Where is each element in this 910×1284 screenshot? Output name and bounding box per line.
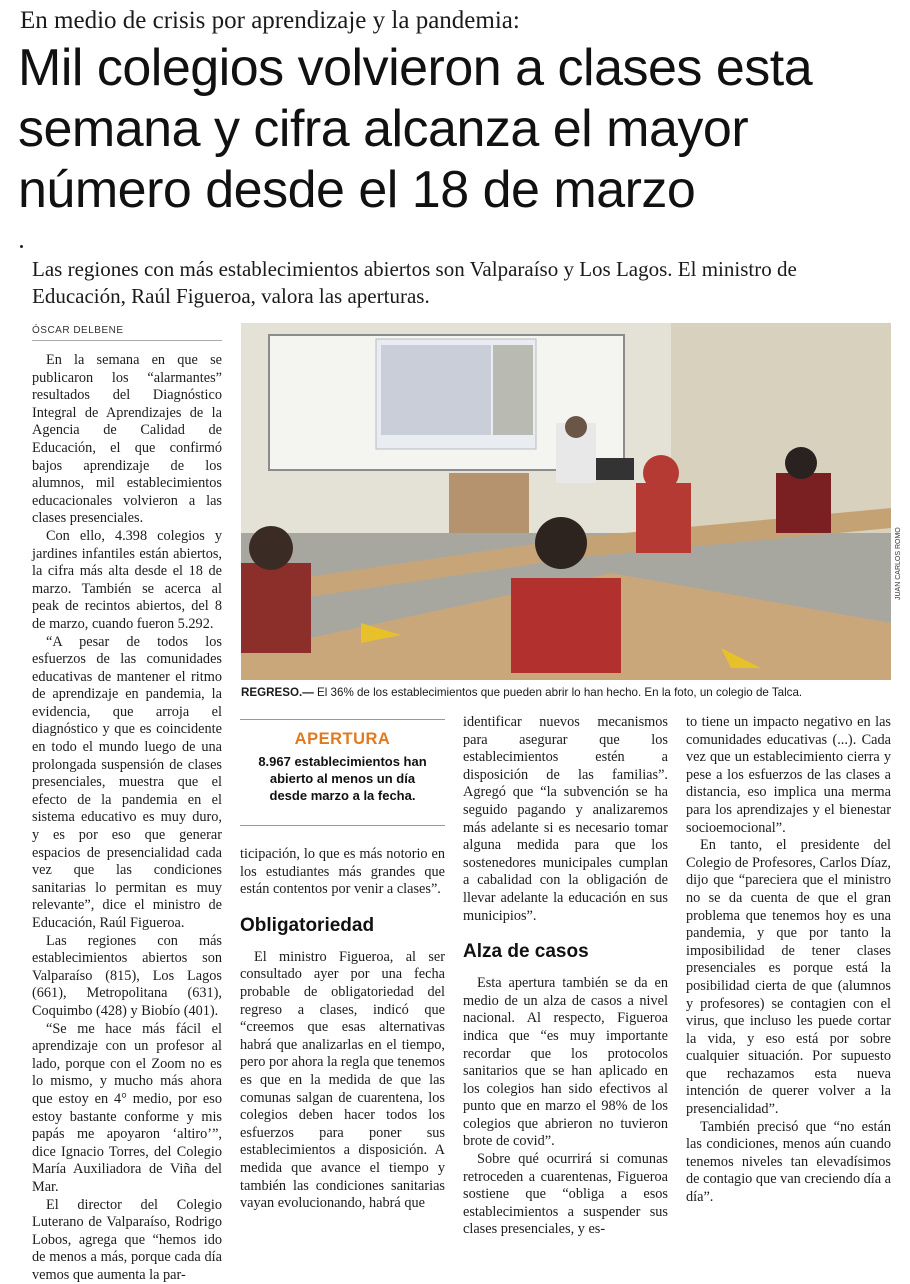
info-box <box>240 719 445 826</box>
caption-lead: REGRESO.— <box>241 686 314 699</box>
paragraph: “A pesar de todos los esfuerzos de las comunidades educativas de mantener el ritmo de aprendizaje en pandemia, la evidencia, que arroja el diagnóstico y que es coincidente en todo el mundo luego de una prolongada suspensión de clases presenciales, muestra que el efecto de la pandemia en el sistema educativo es muy duro, y es por eso que generar espacios de presencialidad cada vez que las condiciones sanitarias lo permitan es muy relevante”, dice el ministro de Educación, Raúl Figueroa. <box>32 634 222 933</box>
paragraph: En la semana en que se publicaron los “alarmantes” resultados del Diagnóstico Integral de Aprendizajes de la Agencia de Calidad de Educación, el que confirmó bajos aprendizaje de los alumnos, mil establecimientos educacionales volvieron a las clases presenciales. <box>32 352 222 528</box>
photo-credit: JUAN CARLOS ROMO <box>895 527 902 600</box>
paragraph: ticipación, lo que es más notorio en los estudiantes más grandes que están contentos por venir a clases”. <box>240 846 445 899</box>
byline: ÓSCAR DELBENE <box>32 325 124 336</box>
paragraph: Sobre qué ocurrirá si comunas retroceden a cuarentenas, Figueroa sostiene que “obliga a esos establecimientos a suspender sus clases presenciales, y es- <box>463 1151 668 1239</box>
caption-text: El 36% de los establecimientos que pueden abrir lo han hecho. En la foto, un colegio de Talca. <box>314 686 802 699</box>
paragraph: to tiene un impacto negativo en las comunidades educativas (...). Cada vez que un establecimiento cierra y pese a los esfuerzos de las clases a distancia, eso implica una merma para los aprendizajes y el bienestar socioemocional”. <box>686 714 891 837</box>
paragraph: identificar nuevos mecanismos para asegurar que los establecimientos estén a disposición de las familias”. Agregó que “la subvención se ha seguido pagando y analizaremos más adelante si es necesario tomar alguna medida para que los sostenedores municipales cumplan a cabalidad con la obligación de llevar adelante la educación en sus municipios”. <box>463 714 668 925</box>
classroom-photo <box>241 323 891 680</box>
paragraph: El ministro Figueroa, al ser consultado ayer por una fecha probable de obligatoriedad del regreso a clases, indicó que “creemos que esas alternativas habrá que analizarlas en el tiempo, pero por ahora la regla que tenemos es que en la medida de que las comunas salgan de cuarentena, los colegios deben hacer todos los esfuerzos para poner sus establecimientos a disposición. A medida que avance el tiempo y también las condiciones sanitarias vayan evolucionando, habrá que <box>240 949 445 1213</box>
info-box-label: APERTURA <box>240 730 445 749</box>
decorative-dot <box>20 245 23 248</box>
photo-caption <box>241 685 901 700</box>
headline: Mil colegios volvieron a clases esta semana y cifra alcanza el mayor número desde el 18 de marzo <box>18 38 898 221</box>
paragraph: El director del Colegio Luterano de Valparaíso, Rodrigo Lobos, agrega que “hemos ido de menos a más, porque cada día vemos que aumenta la par- <box>32 1197 222 1284</box>
info-box-text: 8.967 establecimientos han abierto al menos un día desde marzo a la fecha. <box>256 753 429 804</box>
deck: Las regiones con más establecimientos abiertos son Valparaíso y Los Lagos. El ministro de Educación, Raúl Figueroa, valora las aperturas. <box>32 256 882 310</box>
article-column-1 <box>32 352 222 1284</box>
byline-rule <box>32 340 222 341</box>
subhead-obligatoriedad: Obligatoriedad <box>240 915 445 937</box>
article-column-2 <box>240 846 445 1213</box>
paragraph: Las regiones con más establecimientos abiertos son Valparaíso (815), Los Lagos (661), Metropolitana (631), Coquimbo (428) y Biobío (401). <box>32 933 222 1021</box>
kicker: En medio de crisis por aprendizaje y la pandemia: <box>20 6 520 36</box>
classroom-illustration <box>241 323 891 680</box>
paragraph: También precisó que “no están las condiciones, menos aún cuando tenemos niveles tan elevadísimos de contagio que van creciendo día a día”. <box>686 1119 891 1207</box>
subhead-alza-de-casos: Alza de casos <box>463 941 668 963</box>
paragraph: Esta apertura también se da en medio de un alza de casos a nivel nacional. Al respecto, Figueroa indica que “es muy importante recordar que los protocolos sanitarios que se han aplicado en los colegios han sido efectivos al punto que en marzo el 98% de los colegios que abrieron no tuvieron brote de covid”. <box>463 975 668 1151</box>
paragraph: En tanto, el presidente del Colegio de Profesores, Carlos Díaz, dijo que “pareciera que el ministro no se da cuenta de que el gran problema que tenemos hoy es una pandemia, y que por tanto la imposibilidad de tener clases presenciales es porque está la posibilidad cierta de que (alumnos y profesores) se contagien con el virus, que incluso les puede cortar la vida, y eso está por sobre cualquier situación. Por supuesto que rechazamos esta nueva intención de querer volver a la presencialidad”. <box>686 837 891 1119</box>
paragraph: “Se me hace más fácil el aprendizaje con un profesor al lado, porque con el Zoom no es lo mismo, y mucho más ahora que estoy en 4° medio, por eso estoy bastante conforme y mis papás me apoyaron ‘altiro’”, dice Ignacio Torres, del Colegio María Auxiliadora de Viña del Mar. <box>32 1021 222 1197</box>
article-column-4 <box>686 714 891 1207</box>
paragraph: Con ello, 4.398 colegios y jardines infantiles están abiertos, la cifra más alta desde el 18 de marzo. También se acerca al peak de recintos abiertos, del 8 de marzo, cuando fueron 5.292. <box>32 528 222 634</box>
article-column-3 <box>463 714 668 1239</box>
